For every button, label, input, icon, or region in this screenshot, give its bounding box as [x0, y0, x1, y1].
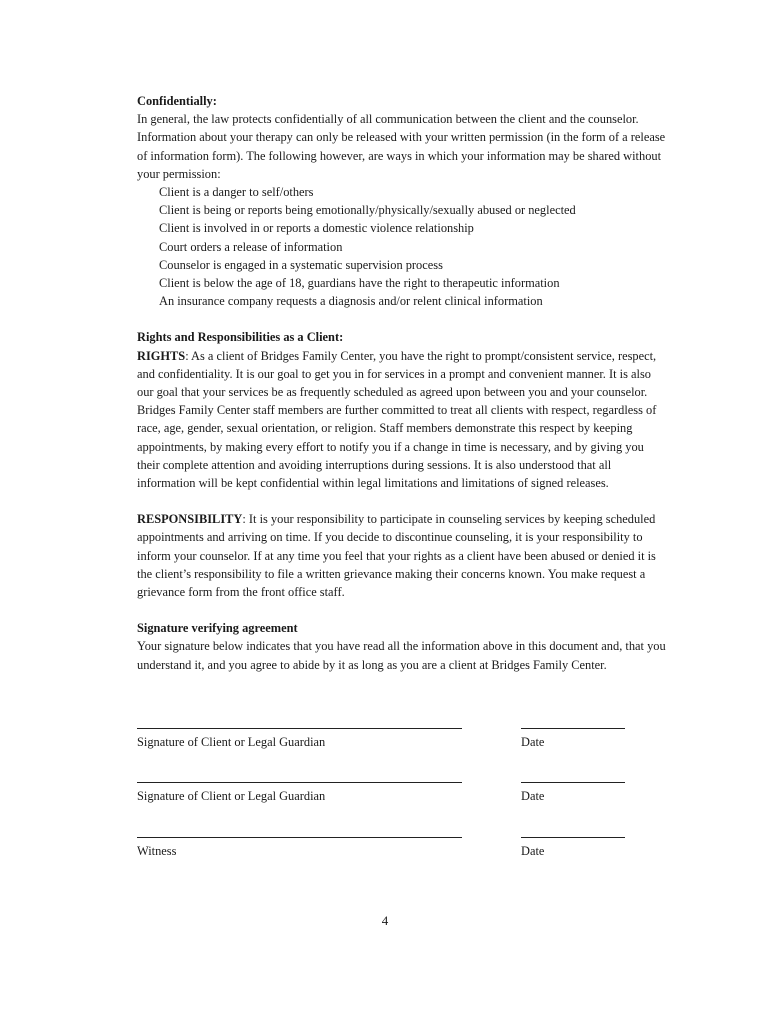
rights-text: : As a client of Bridges Family Center, you have the right to prompt/consistent service, respect, and confidentiality. It is our goal to get you in for services in a prompt and convenient manner. It is also our goal that your services be as frequently scheduled as agreed upon between you and your counselor. Bridges Family Center staff members are further committed to treat all clients with respect, regardless of race, age, gender, sexual orientation, or religion. Staff members demonstrate this respect by keeping appointments, by making every effort to notify you if a change in time is necessary, and by giving you their complete attention and avoiding interruptions during sessions. It is also understood that all information will be kept confidential within legal limitations and limitations of signed releases. — [137, 348, 657, 491]
rights-label: RIGHTS — [137, 348, 186, 363]
confidentiality-heading: Confidentially: — [137, 94, 217, 108]
list-item: Client is a danger to self/others — [159, 185, 314, 200]
responsibility-label: RESPONSIBILITY — [137, 512, 243, 527]
page-number: 4 — [381, 913, 389, 928]
confidentiality-intro: In general, the law protects confidentially of all communication between the client and the counselor. Information about your therapy can only be released with your written permission (in the form of a release of information form). The following however, are ways in which your information may be shared without your permission: — [137, 112, 666, 181]
list-item: Court orders a release of information — [159, 239, 343, 254]
witness-label: Witness — [137, 844, 177, 858]
rights-paragraph — [137, 347, 667, 493]
signature-label-2: Signature of Client or Legal Guardian — [137, 789, 326, 803]
list-item: Client is being or reports being emotionally/physically/sexually abused or neglected — [159, 203, 576, 218]
signature-line-client-2[interactable] — [137, 782, 462, 783]
disclosure-exceptions-list — [137, 183, 667, 310]
responsibility-text: : It is your responsibility to participate in counseling services by keeping scheduled appointments and arriving on time. If you decide to discontinue counseling, it is your responsibility to inform your counselor. If at any time you feel that your rights as a client have been abused or denied it is the client’s responsibility to file a written grievance making their concerns known. You make request a grievance form from the front office staff. — [137, 512, 656, 600]
list-item: An insurance company requests a diagnosis and/or relent clinical information — [159, 294, 543, 309]
date-label-3: Date — [521, 844, 545, 858]
signature-heading: Signature verifying agreement — [137, 621, 298, 636]
signature-line-witness[interactable] — [137, 837, 462, 838]
date-line-1[interactable] — [521, 728, 625, 729]
document-body — [137, 92, 667, 674]
date-label-2: Date — [521, 789, 545, 803]
rights-heading: Rights and Responsibilities as a Client: — [137, 330, 344, 345]
signature-label-1: Signature of Client or Legal Guardian — [137, 735, 326, 749]
responsibility-paragraph — [137, 510, 667, 601]
date-line-3[interactable] — [521, 837, 625, 838]
list-item: Client is below the age of 18, guardians have the right to therapeutic information — [159, 276, 560, 291]
date-line-2[interactable] — [521, 782, 625, 783]
list-item: Counselor is engaged in a systematic supervision process — [159, 257, 443, 272]
list-item: Client is involved in or reports a domestic violence relationship — [159, 221, 474, 236]
signature-text: Your signature below indicates that you have read all the information above in this document and, that you understand it, and you agree to abide by it as long as you are a client at Bridges Family Center. — [137, 639, 666, 672]
signature-line-client-1[interactable] — [137, 728, 462, 729]
date-label-1: Date — [521, 735, 545, 749]
